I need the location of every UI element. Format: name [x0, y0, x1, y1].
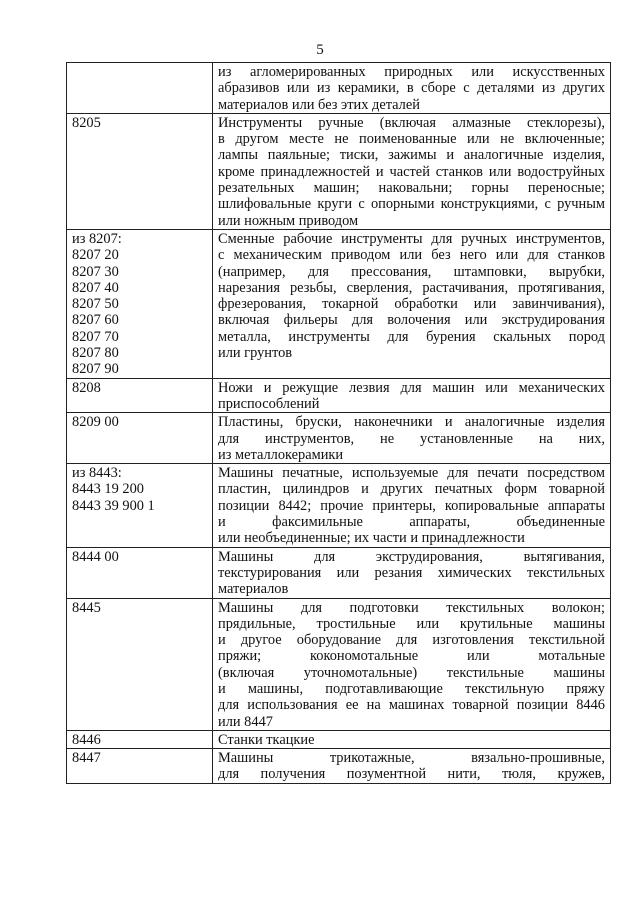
description-cell [213, 63, 611, 114]
description-line: нарезания резьбы, сверления, растачивания, протягивания, [218, 279, 605, 296]
description-line: резательных машин; наковальни; горны переносные; [218, 180, 605, 197]
description-line: (например, для прессования, штамповки, вырубки, [218, 263, 605, 280]
tariff-code-table [66, 62, 611, 784]
table-row [67, 113, 611, 229]
tariff-code: 8447 [72, 750, 101, 767]
description-line: позиции 8442; прочие принтеры, копировальные аппараты [218, 497, 605, 514]
description-cell [213, 113, 611, 229]
tariff-code: из 8207: [72, 230, 122, 247]
description-line: и другое оборудование для изготовления текстильной [218, 632, 605, 649]
description-line: и факсимильные аппараты, объединенные [218, 514, 605, 531]
description-line: из агломерированных природных или искусственных [218, 64, 605, 80]
description-cell [213, 730, 611, 748]
description-line: из металлокерамики [218, 446, 344, 463]
tariff-code: 8446 [72, 731, 101, 748]
description-line: пряжи; кокономотальные или мотальные [218, 648, 605, 665]
tariff-code: 8207 50 [72, 296, 119, 313]
code-cell [67, 229, 213, 378]
tariff-code: 8205 [72, 114, 101, 131]
description-line: или 8447 [218, 713, 273, 730]
table-body [67, 63, 611, 784]
description-line: или ножным приводом [218, 212, 359, 229]
description-line: Пластины, бруски, наконечники и аналогичные изделия [218, 414, 605, 431]
description-line: Машины для экструдирования, вытягивания, [218, 548, 605, 565]
code-cell [67, 113, 213, 229]
description-line: Машины для подготовки текстильных волокон; [218, 599, 605, 616]
tariff-code: 8445 [72, 599, 101, 616]
tariff-code: 8207 90 [72, 361, 119, 378]
description-line: Машины трикотажные, вязально-прошивные, [218, 750, 605, 767]
code-cell [67, 378, 213, 413]
tariff-code: 8207 20 [72, 247, 119, 264]
table-row [67, 464, 611, 547]
code-cell [67, 598, 213, 730]
description-line: Ножи и режущие лезвия для машин или механических [218, 379, 605, 396]
table-row [67, 547, 611, 598]
description-cell [213, 749, 611, 784]
tariff-code: 8207 80 [72, 345, 119, 362]
description-cell [213, 229, 611, 378]
description-line: Инструменты ручные (включая алмазные стеклорезы), [218, 114, 605, 131]
table-row [67, 413, 611, 464]
code-cell [67, 413, 213, 464]
description-line: фрезерования, токарной обработки или завинчивания), [218, 296, 605, 313]
code-cell [67, 730, 213, 748]
description-line: включая фильеры для волочения или экструдирования [218, 312, 605, 329]
description-line: материалов или без этих деталей [218, 96, 420, 113]
description-line: кроме принадлежностей и частей станков или водоструйных [218, 163, 605, 180]
description-line: и машины, подготавливающие текстильную пряжу [218, 680, 605, 697]
table-row [67, 229, 611, 378]
code-cell [67, 63, 213, 114]
description-line: материалов [218, 581, 289, 598]
description-line: или необъединенные; их части и принадлежности [218, 530, 525, 547]
page-number: 5 [316, 42, 324, 58]
description-line: пластин, цилиндров и других печатных форм товарной [218, 481, 605, 498]
description-line: с механическим приводом или без него или для станков [218, 247, 605, 264]
description-line: для использования ее на машинах товарной позиции 8446 [218, 697, 605, 714]
table-row [67, 598, 611, 730]
table-row [67, 63, 611, 114]
description-line: лампы паяльные; тиски, зажимы и аналогичные изделия, [218, 147, 605, 164]
description-line: Сменные рабочие инструменты для ручных инструментов, [218, 230, 605, 247]
tariff-code: 8208 [72, 379, 101, 396]
tariff-code: 8444 00 [72, 548, 119, 565]
description-line: Станки ткацкие [218, 731, 315, 748]
tariff-code: из 8443: [72, 465, 122, 482]
tariff-code: 8207 70 [72, 328, 119, 345]
description-line: для инструментов, не установленные на них, [218, 430, 605, 447]
table-row [67, 749, 611, 784]
code-cell [67, 749, 213, 784]
code-cell [67, 547, 213, 598]
description-cell [213, 413, 611, 464]
tariff-code: 8443 39 900 1 [72, 497, 155, 514]
table-row [67, 378, 611, 413]
description-cell [213, 464, 611, 547]
tariff-code: 8443 19 200 [72, 481, 144, 498]
description-line: приспособлений [218, 395, 320, 412]
description-line: для получения позументной нити, тюля, кружев, [218, 766, 605, 783]
description-line: металла, инструменты для бурения скальных пород [218, 328, 605, 345]
description-cell [213, 547, 611, 598]
description-line: в другом месте не поименованные или не включенные; [218, 131, 605, 148]
description-cell [213, 598, 611, 730]
table-row [67, 730, 611, 748]
tariff-code: 8207 40 [72, 279, 119, 296]
tariff-code: 8209 00 [72, 414, 119, 431]
tariff-code: 8207 60 [72, 312, 119, 329]
description-line: или грунтов [218, 345, 293, 362]
description-line: Машины печатные, используемые для печати посредством [218, 465, 605, 482]
code-cell [67, 464, 213, 547]
tariff-code: 8207 30 [72, 263, 119, 280]
description-line: (включая уточномотальные) текстильные машины [218, 664, 605, 681]
description-line: шлифовальные круги с опорными конструкциями, с ручным [218, 196, 605, 213]
description-line: абразивов или из керамики, в сборе с деталями из других [218, 80, 605, 97]
description-line: текстурирования или резания химических текстильных [218, 564, 605, 581]
description-line: прядильные, тростильные или крутильные машины [218, 615, 605, 632]
description-cell [213, 378, 611, 413]
